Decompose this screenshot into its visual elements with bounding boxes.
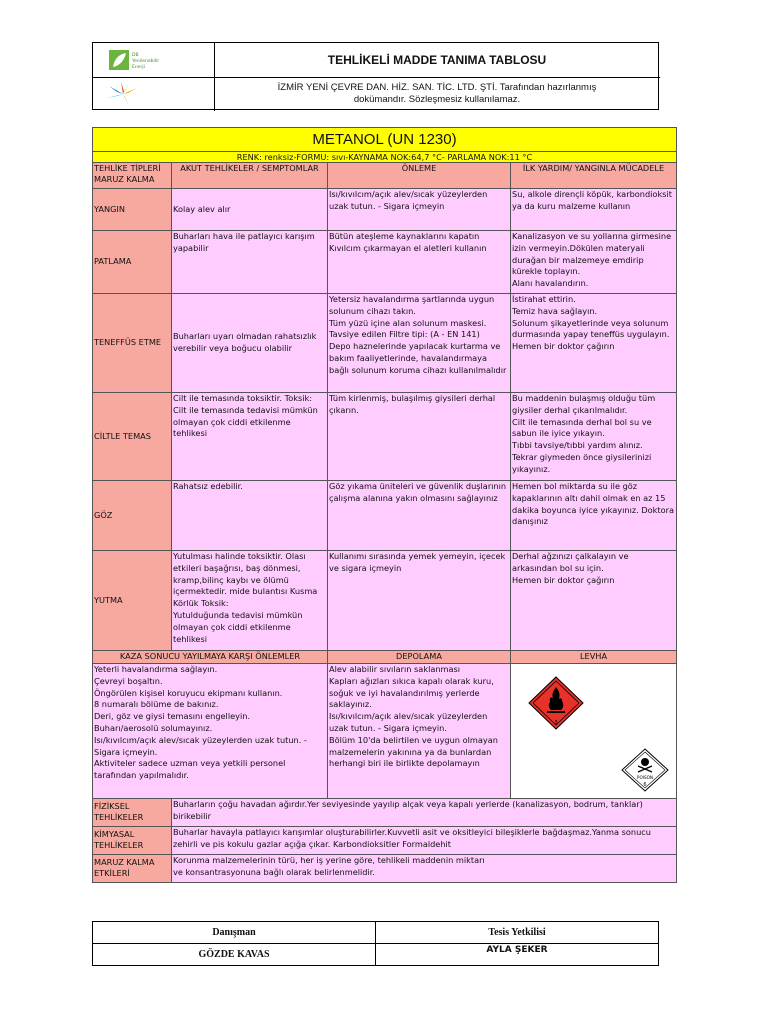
table-row	[93, 294, 677, 393]
col-header-hazard-type: TEHLİKE TİPLERİ MARUZ KALMA	[93, 163, 172, 189]
cell-first-aid: Bu maddenin bulaşmış olduğu tüm giysiler derhal çıkarılmalıdır. Cilt ile temasında derhal bol su ve sabun ile iyice yıkayın. Tıbbi tavsiye/tıbbi yardım alınız. Tekrar giymeden önce giysilerinizi yıkayınız.	[512, 393, 656, 474]
logo-text-1: DB	[132, 53, 139, 58]
row-label-maruz: MARUZ KALMA ETKİLERİ	[93, 854, 172, 882]
cell-acute: Buharları uyarı olmadan rahatsızlık verebilir veya boğucu olabilir	[172, 294, 328, 393]
storage-text: Alev alabilir sıvıların saklanması Kapları ağızları sıkıca kapalı olarak kuru, soğuk ve iyi havalandırılmış yerlerde saklayınız. Isı/kıvılcım/açık alev/sıcak yüzeylerden uzak tutun. - Sigara içmeyin. Bölüm 10'da belirtilen ve uygun olmayan malzemelerin yakınına ya da bunlardan herhangi biri ile birlikte depolamayın	[329, 664, 498, 769]
row-label-patlama: PATLAMA	[93, 231, 172, 294]
signature-table	[92, 921, 659, 966]
flammable-diamond-icon	[515, 676, 597, 730]
cell-prevention: Tüm kirlenmiş, bulaşılmış giysileri derhal çıkarın.	[328, 393, 511, 481]
row-label-yutma: YUTMA	[93, 551, 172, 651]
section-header-storage: DEPOLAMA	[328, 651, 511, 664]
poison-diamond-icon	[613, 748, 677, 794]
star-burst-logo-icon	[93, 77, 214, 111]
sign-cell	[511, 664, 677, 799]
cell-first-aid: Derhal ağzınızı çalkalayın ve arkasından bol su için. Hemen bir doktor çağırın	[512, 551, 629, 585]
company-logo-top	[93, 43, 214, 78]
cell-acute: Cilt ile temasında toksiktir. Toksik: Cilt ile temasında tedavisi mümkün olmayan çok ciddi etkilenme tehlikesi	[172, 393, 328, 481]
substance-properties: RENK: renksiz-FORMU: sıvı-KAYNAMA NOK:64,7 °C- PARLAMA NOK:11 °C	[93, 152, 677, 163]
leaf-logo-icon	[93, 43, 214, 77]
section-header-measures: KAZA SONUCU YAYILMAYA KARŞI ÖNLEMLER	[93, 651, 328, 664]
row-label-fiziksel: FİZİKSEL TEHLİKELER	[93, 798, 172, 826]
row-label-yangin: YANGIN	[93, 189, 172, 231]
cell-first-aid: Su, alkole dirençli köpük, karbondioksit ya da kuru malzeme kullanın	[511, 189, 677, 231]
logo-cell	[93, 43, 215, 111]
physical-hazards-text: Buharların çoğu havadan ağırdır.Yer seviyesinde yayılıp alçak veya kapalı yerlerde (kanalizasyon, bodrum, tanklar) birikebilir	[172, 798, 677, 826]
row-label-cilt: CİLTLE TEMAS	[93, 393, 172, 481]
col-header-prevention: ÖNLEME	[328, 163, 511, 189]
signature-left-title: Danışman	[93, 922, 376, 944]
logo-text-3: Enerji	[132, 65, 145, 70]
table-row	[93, 551, 677, 651]
signature-right-title: Tesis Yetkilisi	[376, 922, 659, 944]
exposure-effects-text: Korunma malzemelerinin türü, her iş yerine göre, tehlikeli maddenin miktarı ve konsantrasyonuna bağlı olarak belirlenmelidir.	[172, 854, 677, 882]
cell-prevention: Isı/kıvılcım/açık alev/sıcak yüzeylerden uzak tutun. - Sigara içmeyin	[328, 189, 511, 231]
cell-first-aid: İstirahat ettirin. Temiz hava sağlayın. Solunum şikayetlerinde veya solunum durmasında yapay teneffüs uygulayın. Hemen bir doktor çağırın	[512, 294, 670, 352]
cell-acute: Buharları hava ile patlayıcı karışım yapabilir	[172, 231, 328, 294]
cell-prevention: Bütün ateşleme kaynaklarını kapatın Kıvılcım çıkarmayan el aletleri kullanın	[328, 231, 511, 294]
signature-left-name: GÖZDE KAVAS	[93, 944, 376, 966]
chemical-hazards-text: Buharlar havayla patlayıcı karışımlar oluşturabilirler.Kuvvetli asit ve oksitleyici bileşiklerle bağdaşmaz.Yanma sonucu zehirli ve pis kokulu gazlar açığa çıkar. Karbondioksitler Formaldehit	[172, 826, 677, 854]
section-header-sign: LEVHA	[511, 651, 677, 664]
table-row	[93, 231, 677, 294]
sign2-label: POISON	[636, 775, 654, 780]
sign2-number: 6	[643, 782, 647, 788]
signature-right-name: AYLA ŞEKER	[376, 944, 659, 966]
table-row	[93, 189, 677, 231]
col-header-acute: AKUT TEHLİKELER / SEMPTOMLAR	[172, 163, 328, 189]
substance-title: METANOL (UN 1230)	[93, 128, 677, 152]
row-label-kimyasal: KİMYASAL TEHLİKELER	[93, 826, 172, 854]
cell-prevention: Yetersiz havalandırma şartlarında uygun solunum cihazı takın. Tüm yüzü içine alan solunum maskesi. Tavsiye edilen Filtre tipi: (A - EN 141) Depo haznelerinde yapılacak kurtarma ve bakım faaliyetlerinde, havalandırmaya bağlı solunum koruma cihazı kullanılmalıdır	[329, 294, 507, 375]
document-title: TEHLİKELİ MADDE TANIMA TABLOSU	[214, 43, 660, 78]
hazard-signs	[511, 664, 677, 794]
cell-prevention: Kullanımı sırasında yemek yemeyin, içecek ve sigara içmeyin	[328, 551, 511, 651]
logo-text-2: Yenilenebilir	[132, 59, 160, 64]
document-subtitle: İZMİR YENİ ÇEVRE DAN. HİZ. SAN. TİC. LTD. ŞTİ. Tarafından hazırlanmış dokümandır. Sözleşmesiz kullanılamaz.	[277, 82, 597, 105]
cell-acute: Kolay alev alır	[172, 189, 328, 231]
cell-acute: Yutulması halinde toksiktir. Olası etkileri başağrısı, baş dönmesi, kramp,bilinç kaybı ve ölümü içermektedir. mide bulantısı Kusma Körlük Toksik: Yutulduğunda tedavisi mümkün olmayan çok ciddi etkilenme tehlikesi	[173, 551, 318, 644]
document-header	[92, 42, 659, 110]
table-row	[93, 393, 677, 481]
cell-acute: Rahatsız edebilir.	[172, 481, 328, 551]
cell-first-aid: Hemen bol miktarda su ile göz kapaklarının altı dahil olmak en az 15 dakika boyunca iyice yıkayınız. Doktora danışınız	[511, 481, 677, 551]
cell-first-aid: Kanalizasyon ve su yollarına girmesine izin vermeyin.Dökülen materyali durağan bir malzemeye emdirip kürekle toplayın. Alanı havalandırın.	[512, 231, 672, 289]
spill-measures-text: Yeterli havalandırma sağlayın. Çevreyi boşaltın. Öngörülen kişisel koruyucu ekipmanı kullanın. 8 numaralı bölüme de bakınız. Deri, göz ve giysi temasını engelleyin. Buharı/aerosolü solumayınız. Isı/kıvılcım/açık alev/sıcak yüzeylerden uzak tutun. - Sigara içmeyin. Aktiviteler sadece uzman veya yetkili personel tarafından yapılmalıdır.	[94, 664, 307, 781]
row-label-teneffus: TENEFFÜS ETME	[93, 294, 172, 393]
col-header-first-aid: İLK YARDIM/ YANGINLA MÜCADELE	[511, 163, 677, 189]
cell-prevention: Göz yıkama üniteleri ve güvenlik duşlarının çalışma alanına yakın olmasını sağlayınız	[328, 481, 511, 551]
sign1-number: 3	[554, 720, 558, 726]
row-label-goz: GÖZ	[93, 481, 172, 551]
table-row	[93, 481, 677, 551]
company-logo-bottom	[93, 77, 214, 111]
hazard-table	[92, 127, 677, 883]
